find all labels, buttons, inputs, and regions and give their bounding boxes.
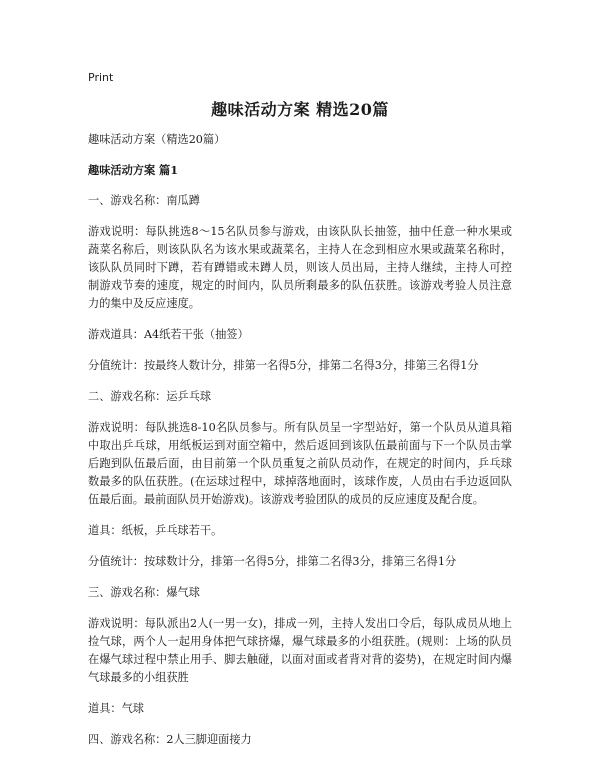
game-2-scoring: 分值统计：按球数计分，排第一名得5分，排第二名得3分，排第三名得1分 — [88, 555, 457, 568]
print-label: Print — [88, 71, 114, 84]
document-subtitle: 趣味活动方案（精选20篇） — [88, 133, 226, 146]
document-body — [88, 131, 512, 762]
game-2-description: 游戏说明：每队挑选8-10名队员参与。所有队员呈一字型站好，第一个队员从道具箱中取出乒乓球，用纸板运到对面空箱中，然后返回到该队伍最前面与下一个队员击掌后跑到队伍最后面，由目前第一个队员重复之前队员动作，在规定的时间内，乒乓球数最多的队伍获胜。(在运球过程中，球掉落地面时，该球作废，人员由右手边返回队伍最后面。最前面队员开始游戏)。该游戏考验团队的成员的反应速度及配合度。 — [88, 421, 512, 506]
game-2-props: 道具：纸板，乒乓球若干。 — [88, 524, 223, 537]
page-title: 趣味活动方案 精选20篇 — [211, 100, 389, 119]
game-3-props: 道具：气球 — [88, 702, 144, 715]
game-4-title: 四、游戏名称：2人三脚迎面接力 — [88, 733, 252, 746]
game-3-title: 三、游戏名称：爆气球 — [88, 586, 200, 599]
game-1-scoring: 分值统计：按最终人数计分，排第一名得5分，排第二名得3分，排第三名得1分 — [88, 359, 479, 372]
game-1-title: 一、游戏名称：南瓜蹲 — [88, 194, 200, 207]
game-1-description: 游戏说明：每队挑选8～15名队员参与游戏，由该队队长抽签，抽中任意一种水果或蔬菜名称后，则该队队名为该水果或蔬菜名，主持人在念到相应水果或蔬菜名称时，该队队员同时下蹲，若有蹲错或未蹲人员，则该人员出局，主持人继续，主持人可控制游戏节奏的速度，规定的时间内，队员所剩最多的队伍获胜。该游戏考验人员注意力的集中及反应速度。 — [88, 225, 512, 310]
game-2-title: 二、游戏名称：运乒乓球 — [88, 390, 212, 403]
game-3-description: 游戏说明：每队派出2人(一男一女)，排成一列，主持人发出口令后，每队成员从地上捡气球，两个人一起用身体把气球挤爆，爆气球最多的小组获胜。(规则：上场的队员在爆气球过程中禁止用手、脚去触碰，以面对面或者背对背的姿势)，在规定时间内爆气球最多的小组获胜 — [88, 617, 512, 684]
game-1-props: 游戏道具：A4纸若干张（抽签） — [88, 328, 249, 341]
section-heading: 趣味活动方案 篇1 — [88, 163, 178, 177]
